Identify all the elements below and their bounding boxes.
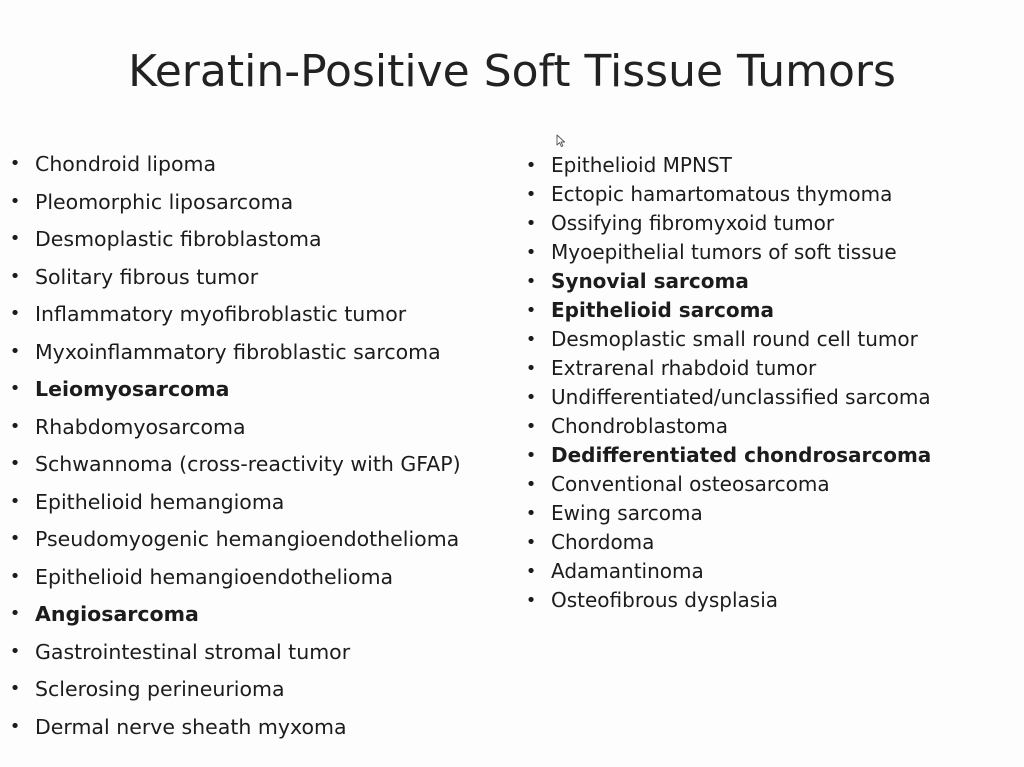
list-item (8, 636, 508, 674)
list-item-label: Schwannoma (cross-reactivity with GFAP) (35, 452, 461, 476)
list-item-label: Gastrointestinal stromal tumor (35, 639, 351, 664)
bullet-icon: • (9, 715, 21, 737)
list-item (8, 261, 508, 299)
list-item-label: Extrarenal rhabdoid tumor (551, 356, 817, 380)
list-item-label: Chondroblastoma (551, 414, 729, 438)
bullet-icon: • (525, 474, 537, 495)
right-bullet-list (524, 151, 1019, 615)
list-item (524, 354, 1019, 383)
mouse-pointer-icon (556, 134, 566, 148)
bullet-icon: • (525, 445, 537, 466)
list-item-label: Sclerosing perineurioma (35, 677, 285, 701)
list-item-label: Undifferentiated/unclassified sarcoma (551, 385, 931, 409)
list-item (8, 673, 508, 711)
bullet-icon: • (525, 416, 537, 437)
list-item (8, 486, 508, 524)
list-item-label: Desmoplastic fibroblastoma (35, 227, 322, 251)
list-item (524, 470, 1019, 499)
list-item (8, 373, 508, 411)
list-item (524, 238, 1019, 267)
list-item (8, 711, 508, 749)
list-item-label: Rhabdomyosarcoma (35, 414, 246, 439)
list-item (524, 528, 1019, 557)
list-item-label: Synovial sarcoma (551, 269, 749, 293)
list-item (8, 561, 508, 599)
bullet-icon: • (525, 387, 537, 408)
list-item (524, 296, 1019, 325)
bullet-icon: • (9, 528, 21, 549)
slide-title: Keratin-Positive Soft Tissue Tumors (128, 46, 896, 97)
bullet-icon: • (525, 300, 537, 321)
list-item (8, 223, 508, 261)
list-item (8, 186, 508, 224)
bullet-icon: • (9, 603, 21, 624)
bullet-icon: • (9, 453, 21, 474)
list-item-label: Myoepithelial tumors of soft tissue (551, 240, 897, 264)
list-item (8, 598, 508, 636)
list-item (524, 180, 1019, 209)
bullet-icon: • (9, 678, 21, 699)
list-item-label: Angiosarcoma (35, 602, 199, 626)
list-item (524, 412, 1019, 441)
bullet-icon: • (9, 303, 21, 324)
bullet-icon: • (525, 155, 537, 176)
list-item-label: Osteofibrous dysplasia (551, 588, 779, 612)
list-item-label: Ossifying fibromyxoid tumor (551, 211, 835, 235)
list-item (524, 557, 1019, 586)
bullet-icon: • (525, 184, 537, 205)
list-item-label: Pseudomyogenic hemangioendothelioma (35, 527, 460, 551)
bullet-icon: • (9, 190, 21, 212)
list-item-label: Myxoinflammatory fibroblastic sarcoma (35, 339, 441, 364)
list-item (8, 523, 508, 561)
list-item (524, 151, 1019, 180)
bullet-icon: • (525, 503, 537, 524)
list-item (8, 148, 508, 186)
list-item (524, 267, 1019, 296)
list-item-label: Adamantinoma (551, 559, 704, 583)
list-item (524, 209, 1019, 238)
bullet-icon: • (9, 265, 21, 287)
bullet-icon: • (525, 590, 537, 611)
list-item-label: Desmoplastic small round cell tumor (551, 327, 918, 351)
list-item-label: Leiomyosarcoma (35, 377, 230, 401)
list-item (8, 448, 508, 486)
bullet-icon: • (525, 213, 537, 234)
list-item-label: Ectopic hamartomatous thymoma (551, 182, 893, 206)
bullet-icon: • (9, 565, 21, 587)
list-item (8, 298, 508, 336)
list-item (524, 499, 1019, 528)
list-item-label: Chordoma (551, 530, 655, 554)
bullet-icon: • (525, 561, 537, 582)
list-item (8, 336, 508, 374)
list-item-label: Solitary fibrous tumor (35, 264, 259, 289)
list-item-label: Conventional osteosarcoma (551, 472, 830, 496)
list-item-label: Chondroid lipoma (35, 152, 217, 176)
list-item-label: Epithelioid MPNST (551, 153, 732, 177)
list-item-label: Inflammatory myofibroblastic tumor (35, 302, 407, 326)
list-item (524, 325, 1019, 354)
bullet-icon: • (9, 153, 21, 174)
list-item (524, 586, 1019, 615)
list-item-label: Epithelioid sarcoma (551, 298, 774, 322)
bullet-icon: • (525, 358, 537, 379)
list-item (8, 411, 508, 449)
bullet-icon: • (9, 490, 21, 512)
list-item-label: Epithelioid hemangioendothelioma (35, 564, 394, 589)
list-item-label: Epithelioid hemangioma (35, 489, 285, 514)
bullet-icon: • (9, 228, 21, 249)
list-item (524, 383, 1019, 412)
bullet-icon: • (9, 415, 21, 437)
bullet-icon: • (9, 640, 21, 662)
bullet-icon: • (9, 378, 21, 399)
list-item-label: Ewing sarcoma (551, 501, 703, 525)
list-item-label: Pleomorphic liposarcoma (35, 189, 294, 214)
bullet-icon: • (525, 532, 537, 553)
list-item-label: Dermal nerve sheath myxoma (35, 714, 347, 739)
bullet-icon: • (525, 242, 537, 263)
list-item-label: Dedifferentiated chondrosarcoma (551, 443, 932, 467)
left-bullet-list (8, 148, 508, 748)
list-item (524, 441, 1019, 470)
bullet-icon: • (525, 329, 537, 350)
bullet-icon: • (9, 340, 21, 362)
bullet-icon: • (525, 271, 537, 292)
